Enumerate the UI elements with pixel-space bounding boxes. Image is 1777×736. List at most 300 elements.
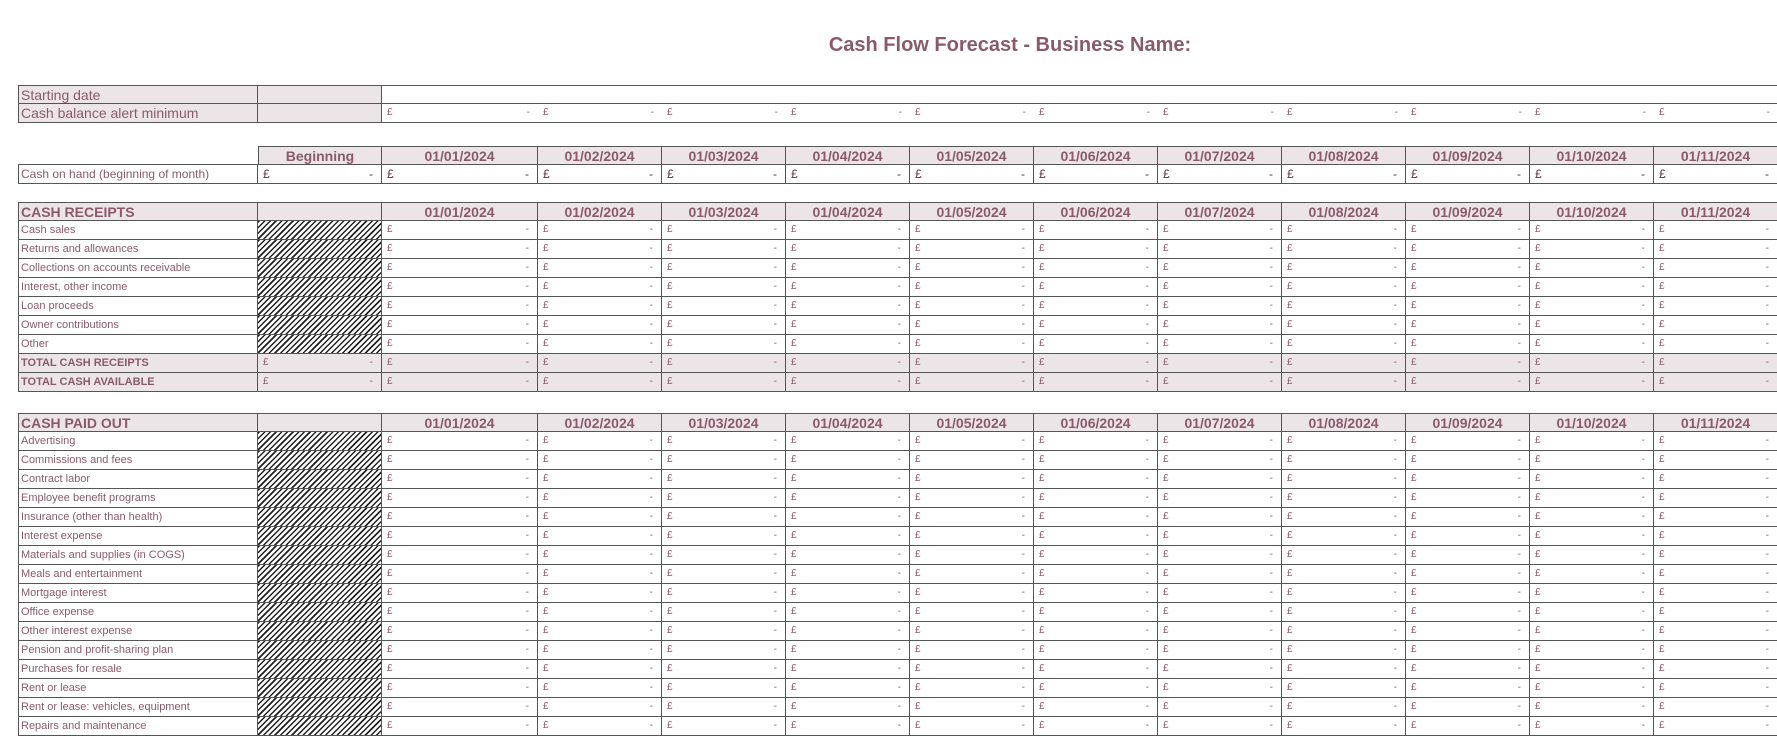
cash-receipts-month-value[interactable] [662,297,786,315]
cash-paid-out-month-value[interactable] [1034,660,1158,678]
cash-paid-out-month-value[interactable] [1654,527,1777,545]
cash-receipts-month-value[interactable] [382,335,538,353]
cash-paid-out-month-value[interactable] [538,698,662,716]
cash-paid-out-month-value[interactable] [1282,717,1406,735]
cash-paid-out-month-value[interactable] [1406,660,1530,678]
cash-paid-out-month-value[interactable] [910,717,1034,735]
cash-paid-out-month-value[interactable] [1282,603,1406,621]
cash-receipts-total-month-value[interactable] [538,354,662,372]
cash-on-hand-month-value[interactable] [662,165,786,183]
cash-paid-out-month-value[interactable] [1034,451,1158,469]
cash-paid-out-month-value[interactable] [1406,527,1530,545]
cash-receipts-month-value[interactable] [382,221,538,239]
cash-paid-out-month-value[interactable] [1282,565,1406,583]
cash-paid-out-month-value[interactable] [1034,489,1158,507]
cash-receipts-month-value[interactable] [910,240,1034,258]
cash-paid-out-month-value[interactable] [1406,717,1530,735]
cash-receipts-month-value[interactable] [382,297,538,315]
cash-receipts-month-value[interactable] [1406,221,1530,239]
cash-paid-out-month-value[interactable] [910,527,1034,545]
cash-paid-out-month-value[interactable] [382,546,538,564]
cash-paid-out-month-value[interactable] [538,489,662,507]
cash-receipts-month-value[interactable] [1282,335,1406,353]
cash-paid-out-month-value[interactable] [1034,527,1158,545]
cash-receipts-month-value[interactable] [786,259,910,277]
cash-receipts-month-value[interactable] [662,259,786,277]
cash-paid-out-month-value[interactable] [1530,698,1654,716]
cash-paid-out-month-value[interactable] [1282,622,1406,640]
cash-paid-out-month-value[interactable] [786,451,910,469]
cash-receipts-total-month-value[interactable] [1282,354,1406,372]
cash-on-hand-month-value[interactable] [1158,165,1282,183]
cash-paid-out-month-value[interactable] [1158,451,1282,469]
cash-receipts-total-month-value[interactable] [1158,354,1282,372]
cash-receipts-month-value[interactable] [382,259,538,277]
cash-receipts-month-value[interactable] [1406,259,1530,277]
cash-paid-out-month-value[interactable] [1282,660,1406,678]
cash-paid-out-month-value[interactable] [1158,508,1282,526]
cash-paid-out-month-value[interactable] [538,717,662,735]
cash-paid-out-month-value[interactable] [1282,679,1406,697]
cash-receipts-month-value[interactable] [1034,335,1158,353]
cash-paid-out-month-value[interactable] [538,527,662,545]
cash-paid-out-month-value[interactable] [1034,470,1158,488]
cash-paid-out-month-value[interactable] [786,679,910,697]
cash-receipts-total-month-value[interactable] [910,354,1034,372]
cash-paid-out-month-value[interactable] [1158,527,1282,545]
cash-receipts-total-month-value[interactable] [1654,373,1777,391]
cash-receipts-month-value[interactable] [786,221,910,239]
cash-receipts-month-value[interactable] [662,240,786,258]
cash-paid-out-month-value[interactable] [1282,489,1406,507]
cash-paid-out-month-value[interactable] [538,660,662,678]
alert-min-month-value[interactable] [1654,104,1777,122]
cash-receipts-month-value[interactable] [1282,240,1406,258]
cash-on-hand-month-value[interactable] [910,165,1034,183]
cash-paid-out-month-value[interactable] [1034,546,1158,564]
cash-receipts-total-month-value[interactable] [382,373,538,391]
cash-paid-out-month-value[interactable] [786,603,910,621]
cash-receipts-month-value[interactable] [1034,221,1158,239]
cash-paid-out-month-value[interactable] [1158,546,1282,564]
cash-receipts-month-value[interactable] [538,221,662,239]
cash-paid-out-month-value[interactable] [1530,603,1654,621]
cash-paid-out-month-value[interactable] [910,432,1034,450]
cash-paid-out-month-value[interactable] [1406,508,1530,526]
cash-receipts-month-value[interactable] [1034,240,1158,258]
cash-receipts-month-value[interactable] [910,297,1034,315]
cash-paid-out-month-value[interactable] [538,508,662,526]
cash-receipts-month-value[interactable] [1654,240,1777,258]
cash-paid-out-month-value[interactable] [1406,432,1530,450]
cash-receipts-month-value[interactable] [910,259,1034,277]
cash-paid-out-month-value[interactable] [910,546,1034,564]
cash-paid-out-month-value[interactable] [382,641,538,659]
cash-paid-out-month-value[interactable] [1530,660,1654,678]
cash-paid-out-month-value[interactable] [1406,698,1530,716]
cash-paid-out-month-value[interactable] [382,489,538,507]
cash-paid-out-month-value[interactable] [538,641,662,659]
cash-receipts-total-month-value[interactable] [1530,373,1654,391]
cash-paid-out-month-value[interactable] [538,451,662,469]
cash-paid-out-month-value[interactable] [1530,546,1654,564]
cash-paid-out-month-value[interactable] [786,717,910,735]
cash-receipts-month-value[interactable] [382,316,538,334]
cash-paid-out-month-value[interactable] [382,565,538,583]
cash-paid-out-month-value[interactable] [382,660,538,678]
cash-on-hand-month-value[interactable] [538,165,662,183]
cash-paid-out-month-value[interactable] [1158,717,1282,735]
cash-paid-out-month-value[interactable] [1530,622,1654,640]
cash-paid-out-month-value[interactable] [1654,603,1777,621]
cash-paid-out-month-value[interactable] [786,546,910,564]
cash-paid-out-month-value[interactable] [1282,584,1406,602]
cash-receipts-total-month-value[interactable] [786,373,910,391]
cash-receipts-total-month-value[interactable] [1282,373,1406,391]
cash-receipts-month-value[interactable] [538,297,662,315]
cash-paid-out-month-value[interactable] [910,584,1034,602]
cash-paid-out-month-value[interactable] [1158,622,1282,640]
cash-on-hand-month-value[interactable] [1530,165,1654,183]
cash-paid-out-month-value[interactable] [1158,660,1282,678]
cash-receipts-total-month-value[interactable] [1406,354,1530,372]
cash-paid-out-month-value[interactable] [1654,698,1777,716]
cash-paid-out-month-value[interactable] [382,527,538,545]
cash-paid-out-month-value[interactable] [538,470,662,488]
cash-paid-out-month-value[interactable] [1158,489,1282,507]
cash-paid-out-month-value[interactable] [1406,584,1530,602]
cash-paid-out-month-value[interactable] [1530,489,1654,507]
cash-paid-out-month-value[interactable] [910,489,1034,507]
cash-receipts-total-month-value[interactable] [662,373,786,391]
cash-paid-out-month-value[interactable] [1406,451,1530,469]
cash-receipts-month-value[interactable] [538,335,662,353]
cash-paid-out-month-value[interactable] [662,603,786,621]
cash-receipts-month-value[interactable] [910,221,1034,239]
cash-paid-out-month-value[interactable] [1158,679,1282,697]
cash-paid-out-month-value[interactable] [910,603,1034,621]
cash-paid-out-month-value[interactable] [662,489,786,507]
cash-receipts-month-value[interactable] [1654,221,1777,239]
cash-receipts-month-value[interactable] [1530,335,1654,353]
cash-paid-out-month-value[interactable] [1282,546,1406,564]
cash-receipts-month-value[interactable] [1530,316,1654,334]
cash-paid-out-month-value[interactable] [662,584,786,602]
cash-paid-out-month-value[interactable] [662,432,786,450]
cash-paid-out-month-value[interactable] [538,679,662,697]
cash-paid-out-month-value[interactable] [1034,622,1158,640]
cash-receipts-total-month-value[interactable] [538,373,662,391]
cash-receipts-month-value[interactable] [662,278,786,296]
cash-paid-out-month-value[interactable] [538,565,662,583]
cash-paid-out-month-value[interactable] [1158,470,1282,488]
alert-min-month-value[interactable] [1406,104,1530,122]
cash-receipts-total-month-value[interactable] [662,354,786,372]
cash-receipts-total-month-value[interactable] [1654,354,1777,372]
cash-paid-out-month-value[interactable] [538,622,662,640]
cash-receipts-month-value[interactable] [1158,259,1282,277]
cash-paid-out-month-value[interactable] [382,698,538,716]
cash-paid-out-month-value[interactable] [786,527,910,545]
cash-paid-out-month-value[interactable] [1282,451,1406,469]
cash-paid-out-month-value[interactable] [786,432,910,450]
total-beginning-value[interactable] [258,373,382,391]
cash-receipts-month-value[interactable] [786,240,910,258]
cash-paid-out-month-value[interactable] [1654,546,1777,564]
cash-paid-out-month-value[interactable] [1282,698,1406,716]
cash-paid-out-month-value[interactable] [538,432,662,450]
cash-receipts-month-value[interactable] [538,259,662,277]
cash-paid-out-month-value[interactable] [662,641,786,659]
cash-receipts-month-value[interactable] [1654,316,1777,334]
cash-receipts-month-value[interactable] [910,316,1034,334]
cash-receipts-month-value[interactable] [1654,278,1777,296]
cash-paid-out-month-value[interactable] [382,470,538,488]
cash-receipts-month-value[interactable] [1034,259,1158,277]
cash-paid-out-month-value[interactable] [1530,470,1654,488]
cash-paid-out-month-value[interactable] [1406,679,1530,697]
cash-receipts-month-value[interactable] [1282,297,1406,315]
cash-paid-out-month-value[interactable] [382,603,538,621]
cash-paid-out-month-value[interactable] [1654,641,1777,659]
cash-paid-out-month-value[interactable] [1282,527,1406,545]
cash-paid-out-month-value[interactable] [786,660,910,678]
cash-paid-out-month-value[interactable] [662,565,786,583]
cash-paid-out-month-value[interactable] [1654,679,1777,697]
cash-receipts-month-value[interactable] [538,240,662,258]
cash-on-hand-month-value[interactable] [1034,165,1158,183]
cash-receipts-month-value[interactable] [1530,297,1654,315]
alert-min-month-value[interactable] [910,104,1034,122]
cash-paid-out-month-value[interactable] [538,584,662,602]
cash-on-hand-month-value[interactable] [1406,165,1530,183]
cash-receipts-month-value[interactable] [910,278,1034,296]
cash-receipts-total-month-value[interactable] [1530,354,1654,372]
cash-paid-out-month-value[interactable] [538,603,662,621]
alert-min-month-value[interactable] [382,104,538,122]
cash-paid-out-month-value[interactable] [910,679,1034,697]
cash-paid-out-month-value[interactable] [1654,660,1777,678]
cash-receipts-month-value[interactable] [1158,316,1282,334]
cash-paid-out-month-value[interactable] [1034,584,1158,602]
cash-paid-out-month-value[interactable] [1034,565,1158,583]
cash-paid-out-month-value[interactable] [662,527,786,545]
cash-paid-out-month-value[interactable] [662,660,786,678]
alert-min-month-value[interactable] [662,104,786,122]
cash-receipts-month-value[interactable] [1034,316,1158,334]
cash-paid-out-month-value[interactable] [1158,641,1282,659]
cash-receipts-month-value[interactable] [1158,297,1282,315]
cash-paid-out-month-value[interactable] [1654,470,1777,488]
cash-paid-out-month-value[interactable] [1158,603,1282,621]
cash-paid-out-month-value[interactable] [662,508,786,526]
cash-receipts-month-value[interactable] [1034,278,1158,296]
cash-paid-out-month-value[interactable] [1654,717,1777,735]
cash-paid-out-month-value[interactable] [662,622,786,640]
cash-receipts-month-value[interactable] [1282,316,1406,334]
cash-paid-out-month-value[interactable] [1654,451,1777,469]
cash-paid-out-month-value[interactable] [786,489,910,507]
cash-paid-out-month-value[interactable] [786,470,910,488]
cash-paid-out-month-value[interactable] [1530,717,1654,735]
cash-paid-out-month-value[interactable] [910,451,1034,469]
cash-paid-out-month-value[interactable] [1406,489,1530,507]
cash-receipts-month-value[interactable] [1406,278,1530,296]
cash-paid-out-month-value[interactable] [662,470,786,488]
cash-receipts-month-value[interactable] [1406,240,1530,258]
cash-paid-out-month-value[interactable] [1034,679,1158,697]
alert-min-month-value[interactable] [1282,104,1406,122]
cash-paid-out-month-value[interactable] [1282,432,1406,450]
cash-receipts-month-value[interactable] [1654,335,1777,353]
cash-paid-out-month-value[interactable] [786,698,910,716]
alert-min-input[interactable] [258,104,382,122]
cash-paid-out-month-value[interactable] [910,470,1034,488]
cash-receipts-month-value[interactable] [786,297,910,315]
alert-min-month-value[interactable] [1158,104,1282,122]
cash-paid-out-month-value[interactable] [910,660,1034,678]
cash-receipts-month-value[interactable] [662,316,786,334]
cash-paid-out-month-value[interactable] [1158,698,1282,716]
cash-receipts-month-value[interactable] [786,335,910,353]
cash-on-hand-month-value[interactable] [1654,165,1777,183]
cash-paid-out-month-value[interactable] [786,584,910,602]
cash-receipts-month-value[interactable] [538,278,662,296]
cash-receipts-month-value[interactable] [382,240,538,258]
cash-paid-out-month-value[interactable] [662,451,786,469]
cash-receipts-month-value[interactable] [1034,297,1158,315]
cash-paid-out-month-value[interactable] [1530,451,1654,469]
cash-paid-out-month-value[interactable] [1530,565,1654,583]
cash-paid-out-month-value[interactable] [1282,508,1406,526]
cash-paid-out-month-value[interactable] [1282,470,1406,488]
alert-min-month-value[interactable] [1034,104,1158,122]
starting-date-input[interactable] [258,86,382,103]
cash-receipts-month-value[interactable] [1158,278,1282,296]
cash-paid-out-month-value[interactable] [910,565,1034,583]
cash-receipts-month-value[interactable] [1530,240,1654,258]
cash-receipts-total-month-value[interactable] [1034,373,1158,391]
cash-receipts-month-value[interactable] [786,278,910,296]
cash-receipts-total-month-value[interactable] [786,354,910,372]
cash-receipts-month-value[interactable] [1654,297,1777,315]
cash-paid-out-month-value[interactable] [1406,546,1530,564]
cash-paid-out-month-value[interactable] [1406,565,1530,583]
cash-paid-out-month-value[interactable] [1034,508,1158,526]
cash-paid-out-month-value[interactable] [662,546,786,564]
cash-paid-out-month-value[interactable] [786,508,910,526]
cash-receipts-month-value[interactable] [1158,335,1282,353]
cash-receipts-month-value[interactable] [1282,259,1406,277]
cash-receipts-month-value[interactable] [910,335,1034,353]
cash-paid-out-month-value[interactable] [910,508,1034,526]
cash-paid-out-month-value[interactable] [786,622,910,640]
cash-receipts-total-month-value[interactable] [1158,373,1282,391]
cash-paid-out-month-value[interactable] [1530,508,1654,526]
cash-paid-out-month-value[interactable] [1034,717,1158,735]
cash-paid-out-month-value[interactable] [910,641,1034,659]
cash-paid-out-month-value[interactable] [1530,679,1654,697]
cash-paid-out-month-value[interactable] [662,679,786,697]
cash-paid-out-month-value[interactable] [786,641,910,659]
cash-receipts-total-month-value[interactable] [1406,373,1530,391]
cash-paid-out-month-value[interactable] [1654,622,1777,640]
cash-paid-out-month-value[interactable] [382,508,538,526]
cash-paid-out-month-value[interactable] [662,698,786,716]
cash-paid-out-month-value[interactable] [382,679,538,697]
alert-min-month-value[interactable] [786,104,910,122]
alert-min-month-value[interactable] [538,104,662,122]
cash-receipts-month-value[interactable] [1654,259,1777,277]
cash-paid-out-month-value[interactable] [1530,641,1654,659]
cash-paid-out-month-value[interactable] [382,717,538,735]
cash-receipts-month-value[interactable] [662,335,786,353]
cash-paid-out-month-value[interactable] [1654,489,1777,507]
cash-paid-out-month-value[interactable] [382,584,538,602]
total-beginning-value[interactable] [258,354,382,372]
cash-paid-out-month-value[interactable] [1530,584,1654,602]
cash-receipts-total-month-value[interactable] [1034,354,1158,372]
cash-paid-out-month-value[interactable] [382,451,538,469]
cash-paid-out-month-value[interactable] [382,432,538,450]
cash-paid-out-month-value[interactable] [1034,432,1158,450]
cash-paid-out-month-value[interactable] [1530,527,1654,545]
cash-paid-out-month-value[interactable] [1406,470,1530,488]
cash-paid-out-month-value[interactable] [1406,641,1530,659]
cash-receipts-month-value[interactable] [662,221,786,239]
cash-receipts-month-value[interactable] [1282,278,1406,296]
cash-receipts-month-value[interactable] [1530,259,1654,277]
cash-paid-out-month-value[interactable] [382,622,538,640]
cash-paid-out-month-value[interactable] [910,622,1034,640]
cash-paid-out-month-value[interactable] [1158,584,1282,602]
cash-receipts-month-value[interactable] [1158,240,1282,258]
cash-paid-out-month-value[interactable] [1158,432,1282,450]
cash-paid-out-month-value[interactable] [1406,603,1530,621]
cash-paid-out-month-value[interactable] [1654,565,1777,583]
cash-receipts-month-value[interactable] [1158,221,1282,239]
cash-receipts-month-value[interactable] [1282,221,1406,239]
cash-paid-out-month-value[interactable] [1034,603,1158,621]
cash-paid-out-month-value[interactable] [1282,641,1406,659]
cash-receipts-month-value[interactable] [1406,297,1530,315]
cash-on-hand-beginning[interactable]: £ - [258,165,382,183]
cash-receipts-total-month-value[interactable] [910,373,1034,391]
cash-paid-out-month-value[interactable] [1034,698,1158,716]
cash-paid-out-month-value[interactable] [1406,622,1530,640]
cash-receipts-month-value[interactable] [538,316,662,334]
cash-receipts-month-value[interactable] [1530,221,1654,239]
cash-receipts-month-value[interactable] [786,316,910,334]
cash-paid-out-month-value[interactable] [786,565,910,583]
cash-on-hand-month-value[interactable] [786,165,910,183]
cash-paid-out-month-value[interactable] [1654,432,1777,450]
alert-min-month-value[interactable] [1530,104,1654,122]
cash-on-hand-month-value[interactable] [382,165,538,183]
cash-receipts-month-value[interactable] [382,278,538,296]
cash-receipts-month-value[interactable] [1406,316,1530,334]
cash-paid-out-month-value[interactable] [910,698,1034,716]
cash-paid-out-month-value[interactable] [662,717,786,735]
cash-paid-out-month-value[interactable] [538,546,662,564]
cash-paid-out-month-value[interactable] [1530,432,1654,450]
cash-receipts-total-month-value[interactable] [382,354,538,372]
cash-paid-out-month-value[interactable] [1654,584,1777,602]
cash-paid-out-month-value[interactable] [1654,508,1777,526]
cash-paid-out-month-value[interactable] [1034,641,1158,659]
cash-paid-out-month-value[interactable] [1158,565,1282,583]
cash-receipts-month-value[interactable] [1406,335,1530,353]
